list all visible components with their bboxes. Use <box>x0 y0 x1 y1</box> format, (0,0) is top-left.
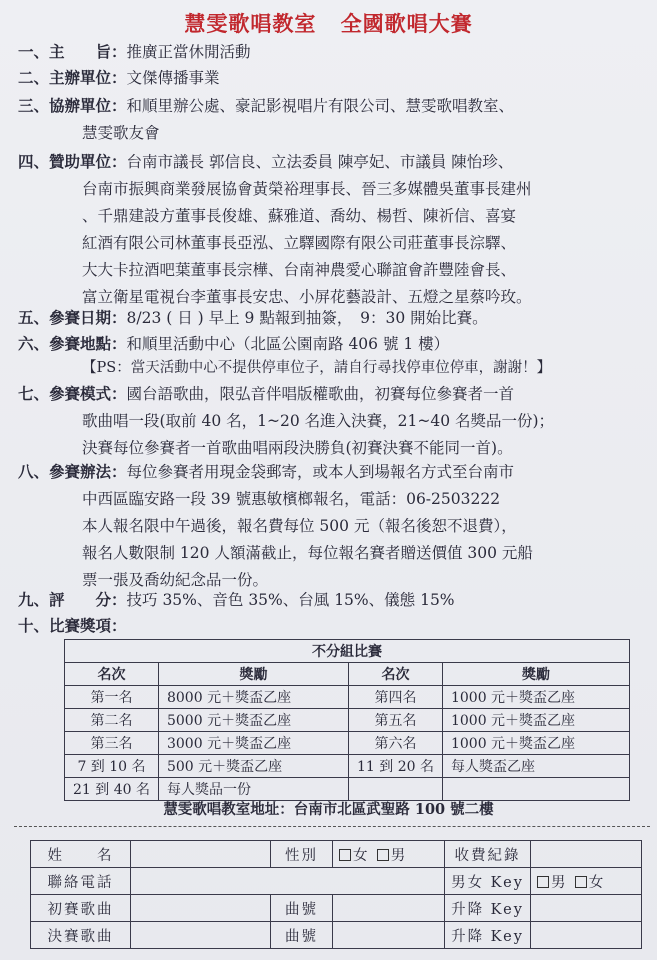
key-male-label: 男 <box>551 874 566 891</box>
rank-cell: 第二名 <box>65 709 159 732</box>
name-label: 姓 名 <box>31 841 131 868</box>
transpose-label: 升降 Key <box>445 895 531 922</box>
transpose-label: 升降 Key <box>445 922 531 949</box>
section-text: 中西區臨安路一段 39 號惠敏檳榔報名，電話：06-2503222 <box>82 490 501 508</box>
reward-cell: 1000 元＋獎盃乙座 <box>442 686 629 709</box>
section-line <box>18 304 648 332</box>
section-heading: 七、參賽模式： <box>18 384 127 403</box>
section-text: 、千鼎建設方董事長俊雄、蘇雅道、喬幼、楊哲、陳祈信、喜宴 <box>82 207 517 225</box>
reward-cell: 500 元＋獎盃乙座 <box>158 755 348 778</box>
section-line <box>18 408 648 435</box>
section-line <box>18 257 648 284</box>
section-text: 票一張及喬幼紀念品一份。 <box>82 571 269 589</box>
section-line <box>18 586 648 614</box>
section-line <box>18 203 648 230</box>
reward-cell: 8000 元＋獎盃乙座 <box>158 686 348 709</box>
title-organizer: 慧雯歌唱教室 <box>184 11 317 36</box>
rank-cell: 第六名 <box>348 732 442 755</box>
section-heading: 八、參賽辦法： <box>18 462 127 481</box>
section <box>18 380 648 462</box>
section-text: 技巧 35%、音色 35%、台風 15%、儀態 15% <box>126 591 455 609</box>
section <box>18 458 648 594</box>
section-line <box>18 540 648 567</box>
song-number-label: 曲號 <box>271 922 333 949</box>
section <box>82 355 657 382</box>
section <box>18 64 648 92</box>
rank-cell: 11 到 20 名 <box>348 755 442 778</box>
key-male-checkbox[interactable] <box>537 876 549 888</box>
final-song-label: 決賽歌曲 <box>31 922 131 949</box>
section-text: 富立衛星電視台李董事長安忠、小屏花藝設計、五燈之星蔡吟玫。 <box>82 288 532 306</box>
section-line <box>18 230 648 257</box>
section-line <box>18 38 648 66</box>
section-text: 本人報名限中午過後，報名費每位 500 元（報名後恕不退費）， <box>82 517 517 535</box>
gender-options <box>333 841 445 868</box>
section-text: 大大卡拉酒吧葉董事長宗樺、台南神農愛心聯誼會許豐陸會長、 <box>82 261 517 279</box>
key-female-label: 女 <box>588 874 604 891</box>
phone-field[interactable] <box>131 868 445 895</box>
section-text: 和順里活動中心（北區公園南路 406 號 1 樓） <box>126 335 450 353</box>
section-line <box>18 176 648 203</box>
rank-cell: 第四名 <box>348 686 442 709</box>
key-label: 男女 Key <box>445 868 531 895</box>
phone-label: 聯絡電話 <box>31 868 131 895</box>
section-text: 報名人數限制 120 人額滿截止，每位報名賽者贈送價值 300 元船 <box>82 544 533 562</box>
prize-caption: 不分組比賽 <box>65 640 630 663</box>
section-heading: 九、評 分： <box>18 590 127 609</box>
fee-field[interactable] <box>531 841 642 868</box>
section-text: 台南市振興商業發展協會黃榮裕理事長、晉三多媒體吳董事長建州 <box>82 180 532 198</box>
rank-cell: 第三名 <box>65 732 159 755</box>
section-line <box>18 380 648 408</box>
title-event: 全國歌唱大賽 <box>340 11 473 36</box>
section <box>18 330 648 358</box>
cut-line <box>14 826 650 827</box>
prize-header: 名次 <box>65 663 159 686</box>
section-line <box>18 330 648 358</box>
female-checkbox[interactable] <box>339 849 351 861</box>
section-text: 8/23 ( 日 ) 早上 9 點報到抽簽， 9：30 開始比賽。 <box>126 309 488 327</box>
section-line <box>18 92 648 120</box>
section <box>18 38 648 66</box>
gender-label: 性別 <box>271 841 333 868</box>
section-text: 【PS：當天活動中心不提供停車位子，請自行尋找停車位停車，謝謝！】 <box>82 360 552 376</box>
prelim-song-field[interactable] <box>131 895 271 922</box>
final-transpose-field[interactable] <box>531 922 642 949</box>
section-heading: 六、參賽地點： <box>18 334 127 353</box>
reward-cell: 1000 元＋獎盃乙座 <box>442 709 629 732</box>
prize-header: 獎勵 <box>442 663 629 686</box>
prize-header: 獎勵 <box>158 663 348 686</box>
section-text: 文傑傳播事業 <box>126 69 220 87</box>
section-line <box>18 458 648 486</box>
rank-cell: 第五名 <box>348 709 442 732</box>
section-line <box>18 513 648 540</box>
rank-cell: 7 到 10 名 <box>65 755 159 778</box>
prelim-transpose-field[interactable] <box>531 895 642 922</box>
section-text: 慧雯歌友會 <box>82 124 160 142</box>
table-row <box>65 732 630 755</box>
table-row <box>65 755 630 778</box>
registration-form <box>30 840 642 949</box>
section-heading: 五、參賽日期： <box>18 308 127 327</box>
section-heading: 二、主辦單位： <box>18 68 127 87</box>
key-options <box>531 868 642 895</box>
prelim-song-label: 初賽歌曲 <box>31 895 131 922</box>
reward-cell: 5000 元＋獎盃乙座 <box>158 709 348 732</box>
final-song-number-field[interactable] <box>333 922 445 949</box>
female-label: 女 <box>353 847 368 864</box>
section-text: 國台語歌曲，限弘音伴唱版權歌曲，初賽每位參賽者一首 <box>126 385 515 403</box>
reward-cell: 1000 元＋獎盃乙座 <box>442 732 629 755</box>
section-text: 紅酒有限公司林董事長亞泓、立驛國際有限公司莊董事長淙驛、 <box>82 234 517 252</box>
section-heading: 十、比賽獎項： <box>18 616 127 635</box>
prize-table <box>64 639 630 801</box>
name-field[interactable] <box>131 841 271 868</box>
section-text: 決賽每位參賽者一首歌曲唱兩段決勝負(初賽決賽不能同一首)。 <box>82 439 513 457</box>
reward-cell: 3000 元＋獎盃乙座 <box>158 732 348 755</box>
section-text: 每位參賽者用現金袋郵寄，或本人到場報名方式至台南市 <box>126 463 515 481</box>
section-text: 歌曲唱一段(取前 40 名，1~20 名進入決賽，21~40 名獎品一份)； <box>82 412 555 430</box>
section <box>18 148 648 311</box>
key-female-checkbox[interactable] <box>575 876 587 888</box>
section-heading: 三、協辦單位： <box>18 96 127 115</box>
reward-cell: 每人獎盃乙座 <box>442 755 629 778</box>
rank-cell: 21 到 40 名 <box>65 778 159 801</box>
prize-rows <box>65 686 630 801</box>
section-heading: 一、主 旨： <box>18 42 127 61</box>
section-line <box>18 486 648 513</box>
male-label: 男 <box>390 847 406 864</box>
section-line <box>82 355 657 382</box>
table-row <box>65 686 630 709</box>
rank-cell: 第一名 <box>65 686 159 709</box>
section-line <box>18 64 648 92</box>
prize-header: 名次 <box>348 663 442 686</box>
song-number-label: 曲號 <box>271 895 333 922</box>
fee-label: 收費紀錄 <box>445 841 531 868</box>
studio-address: 慧雯歌唱教室地址：台南市北區武聖路 100 號二樓 <box>163 801 494 818</box>
prelim-song-number-field[interactable] <box>333 895 445 922</box>
section <box>18 304 648 332</box>
male-checkbox[interactable] <box>377 849 389 861</box>
section <box>18 92 648 147</box>
section-line <box>18 120 648 147</box>
section-text: 台南市議長 郭信良、立法委員 陳亭妃、市議員 陳怡珍、 <box>126 153 514 171</box>
final-song-field[interactable] <box>131 922 271 949</box>
section <box>18 586 648 614</box>
section-text: 和順里辦公處、豪記影視唱片有限公司、慧雯歌唱教室、 <box>126 97 515 115</box>
section-text: 推廣正當休閒活動 <box>126 43 251 61</box>
section-heading: 四、贊助單位： <box>18 152 127 171</box>
reward-cell: 每人獎品一份 <box>158 778 348 801</box>
page-title <box>0 8 657 38</box>
table-row <box>65 709 630 732</box>
section <box>18 612 648 640</box>
section-line <box>18 148 648 176</box>
